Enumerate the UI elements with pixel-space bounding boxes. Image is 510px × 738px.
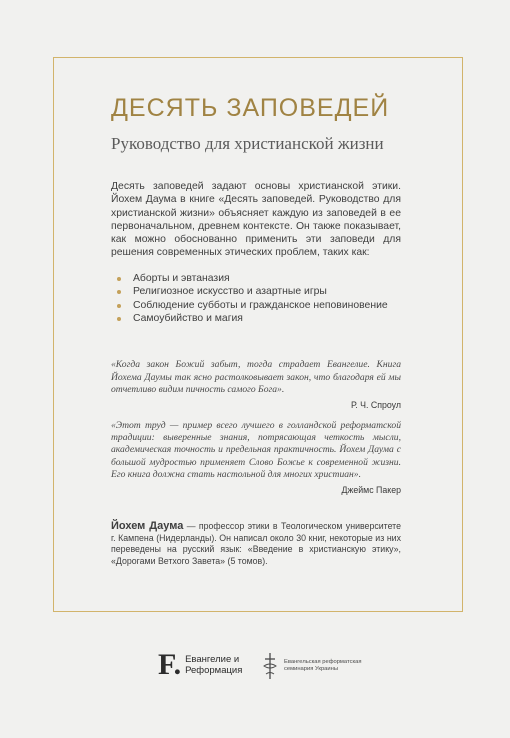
bullet-dot-icon [117,304,121,308]
book-description: Десять заповедей задают основы христианской этики. Йохем Даума в книге «Десять заповедей. Руководство для христианской жизни» объясняет каждую из заповедей в ее первоначальном, древнем контексте. Он также показывает, как можно обоснованно применить эти заповеди для решения современных этических проблем, таких как: [111,181,401,259]
cross-emblem-icon [262,652,278,680]
bullet-dot-icon [117,290,121,294]
back-cover-content [111,180,401,567]
endorsement-quote: «Когда закон Божий забыт, тогда страдает Евангелие. Книга Йохема Даумы так ясно растолковывает закон, что благодаря ей мы отчетливо видим пичность самого Бога». [111,359,401,395]
book-title: ДЕСЯТЬ ЗАПОВЕДЕЙ [111,94,390,122]
endorsement-quote: «Этот труд — пример всего лучшего в голландской реформатской традиции: выверенные знания, потрясающая четкость мысли, академическая точность и предельная практичность. Йохем Даума с большой мудростью применяет Слово Божье к современной жизни. Его книга должна стать настольной для многих христиан». [111,420,401,480]
publisher-name-line2: Реформация [185,665,243,676]
list-item: Религиозное искусство и азартные игры [111,285,401,298]
topics-list [111,272,401,326]
publisher-name-line1: Евангелие и [185,654,240,665]
list-item: Соблюдение субботы и гражданское неповиновение [111,299,401,312]
author-bio [111,521,401,567]
bullet-dot-icon [117,277,121,281]
publisher-logo-gospel-reformation [158,650,242,680]
book-subtitle: Руководство для христианской жизни [111,134,384,153]
publisher-f-logo-icon: F. [158,648,182,681]
publisher-logo-seminary [262,652,362,680]
list-item: Аборты и эвтаназия [111,272,401,285]
author-name: Йохем Даума [111,520,184,533]
endorsement-author: Джеймс Пакер [341,485,401,496]
seminary-name-line2: семинария Украины [284,666,338,672]
author-bio-text: — профессор этики в Теологическом университете г. Кампена (Нидерланды). Он написал около 30 книг, некоторые из них переведены на русский язык: «Введение в христианскую этику», «Дорогами Ветхого Завета» (5 томов). [111,521,402,566]
bullet-dot-icon [117,317,121,321]
list-item: Самоубийство и магия [111,312,401,325]
seminary-name-line1: Евангельская реформатская [284,659,362,665]
endorsement-author: Р. Ч. Спроул [351,400,401,411]
